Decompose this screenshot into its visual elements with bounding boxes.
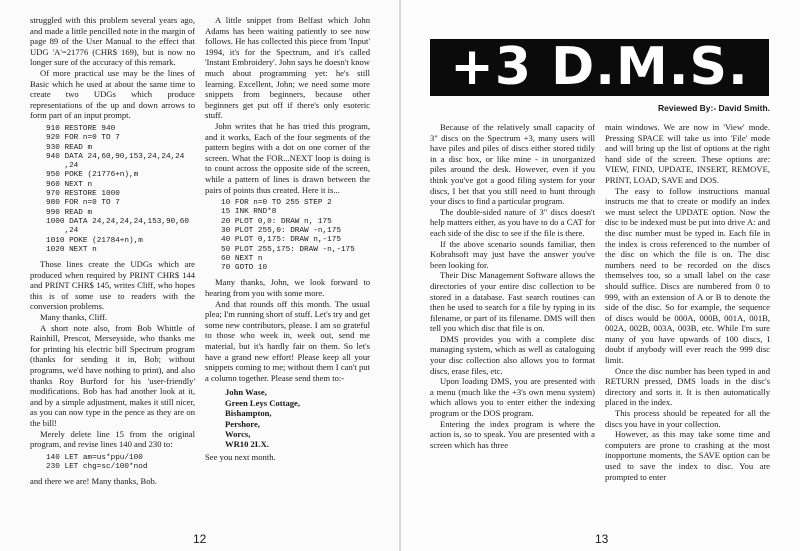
address-line: Pershore, (225, 418, 260, 429)
reviewer-credit: Reviewed By:- David Smith. (658, 103, 770, 113)
right-column-2 (605, 122, 770, 542)
paragraph: If the above scenario sounds familiar, then Kobrahsoft may just have the answer you've been looking for. (430, 238, 595, 270)
paragraph: Entering the index program is where the action is, so to speak. You are presented with a screen which has three (430, 418, 595, 450)
code-listing: 910 RESTORE 940 920 FOR n=0 TO 7 930 READ m 940 DATA 24,60,90,153,24,24,24 ,24 950 POKE (21776+n),m 960 NEXT n 970 RESTORE 1000 980 FOR n=0 TO 7 990 READ m 1000 DATA 24,24,24,24,153,90,60 ,24 1010 POKE (21784+n),m 1020 NEXT n (46, 124, 190, 254)
paragraph: However, as this may take some time and computers are prone to crashing at the most inopportune moments, the SAVE option can be used to save the index to disc. You are prompted to enter (605, 429, 770, 482)
page-number-right: 13 (595, 532, 609, 547)
left-column-1 (30, 15, 195, 511)
paragraph: This process should be repeated for all the discs you have in your collection. (605, 408, 770, 429)
paragraph: DMS provides you with a complete disc managing system, which as well as cataloguing your disc collection also allows you to format discs, erase files, etc. (430, 333, 595, 376)
paragraph: Those lines create the UDGs which are produced when required by PRINT CHR$ 144 and PRINT CHR$ 145, writes Cliff, who hopes this is of some use to readers with the conversion problems. (30, 259, 195, 312)
right-column-1 (430, 122, 595, 517)
contact-address (225, 387, 370, 449)
paragraph: Merely delete line 15 from the original program, and revise lines 140 and 230 to: (30, 428, 195, 450)
page-fold (399, 0, 401, 551)
paragraph: The easy to follow instructions manual instructs me that to create or modify an index we must select the UPDATE option. Now the disc to be indexed must be put into drive A: and the disc number must be typed in. Each file in the index is cross referenced to the number of the disc on which the file is on. The disc numbers need to be recorded on the discs themselves too, so a small label on the case should suffice. Discs are numbered from 0 to 999, with an extension of A or B to denote the side of the disc. So for example, the sequence of discs would be 000A, 000B, 001A, 001B, 002A, 002B, 003A, 003B, etc. While I'm sure many of you have upwards of 100 discs, I doubt if anybody will ever reach the 999 disc limit. (605, 185, 770, 366)
code-listing: 140 LET am=us*ppu/100 230 LET chg=sc/100*nod (46, 453, 148, 472)
page-number-left: 12 (193, 532, 207, 547)
paragraph: and there we are! Many thanks, Bob. (30, 476, 157, 487)
address-line: John Wase, (225, 387, 267, 398)
address-line: Bishampton, (225, 408, 272, 419)
paragraph: Because of the relatively small capacity of 3" discs on the Spectrum +3, many users will have piles and piles of discs either stored tidily in a disc box, or like mine - in unorganized piles around the desk. However, even if you think you've got a good filing system for your discs, I bet that you still need to hunt through your discs to find a particular program. (430, 122, 595, 207)
address-line: WR10 2LX. (225, 439, 269, 450)
paragraph: Upon loading DMS, you are presented with a menu (much like the +3's own menu system) which allows you to enter either the indexing program or the DOS program. (430, 376, 595, 419)
paragraph: And that rounds off this month. The usual plea; I'm running short of stuff. Let's try and get some new contributors, please. I am so grateful to those who week in, week out, send me material, but it's hardly fair on them. So let's have a grand new effort! Please keep all your snippets coming to me; without them I can't put a column together. Please send them to:- (205, 298, 370, 383)
paragraph: Their Disc Management Software allows the directories of your entire disc collection to be stored in a database. Fast search routines can then be used to search for a file by typing in its filename, or part of its filename. DMS will then tell you which disc that file is on. (430, 270, 595, 334)
paragraph: main windows. We are now in 'View' mode. Pressing SPACE will take us into 'File' mode and will bring up the list of options at the right hand side of the screen. These options are: VIEW, FIND, UPDATE, INSERT, REMOVE, PRINT, LOAD, SAVE and DOS. (605, 122, 770, 185)
paragraph: A short note also, from Bob Whittle of Rainhill, Prescot, Merseyside, who thanks me for printing his electric bill Spectrum program (thanks for sending it in, Bob; without programs, we'd have nothing to print), and also thanks Roy Burford for his 'user-friendly' modifications. Bob has had another look at it, and by a simple adjustment, makes it still nicer, as you can now type in the pence as they are on the bill! (30, 322, 195, 428)
left-column-2 (205, 15, 370, 511)
paragraph: Once the disc number has been typed in and RETURN pressed, DMS loads in the disc's directory and sorts it. It is then automatically placed in the index. (605, 365, 770, 408)
paragraph: Of more practical use may be the lines of Basic which he used at about the same time to create two UDGs which produce representations of the up and down arrows to form part of an input prompt. (30, 67, 195, 121)
paragraph: John writes that he has tried this program, and it works, Each of the four segments of the pattern begins with a dot on one corner of the screen. What the FOR...NEXT loop is doing is to count across the opposite side of the screen, while a pattern of lines is drawn between the pairs of points thus created. Here it is... (205, 120, 370, 195)
signoff: See you next month. (205, 451, 276, 462)
paragraph: Many thanks, John, we look forward to hearing from you with some more. (205, 277, 370, 299)
paragraph: struggled with this problem several years ago, and made a little pencilled note in the margin of page 89 of the User Manual to the effect that UDG 'A'=21776 (CHR$ 169), but is now no longer sure of the accuracy of this remark. (30, 15, 195, 68)
address-line: Green Leys Cottage, (225, 397, 301, 408)
paragraph: The double-sided nature of 3" discs doesn't help matters either, as you have to do a CAT for each side of the disc to see if the file is there. (430, 206, 595, 238)
paragraph: A little snippet from Belfast which John Adams has been waiting patiently to see now follows. He has collected this piece from 'Input' 1994, it's for the Spectrum, and it's called 'Instant Embroidery'. John says he doesn't know much about programming yet: he's still learning. Excellent, John; we need some more snippets from beginners, because other beginners get put off if there's only esoteric stuff. (205, 15, 370, 121)
paragraph: Many thanks, Cliff. (40, 312, 108, 323)
article-title-banner: +3 D.M.S. (430, 39, 769, 96)
address-line: Worcs, (225, 429, 251, 440)
code-listing: 10 FOR n=0 TO 255 STEP 2 15 INK RND*8 20 PLOT 0,0: DRAW n, 175 30 PLOT 255,0: DRAW -n,175 40 PLOT 0,175: DRAW n,-175 50 PLOT 255,175: DRAW -n,-175 60 NEXT n 70 GOTO 10 (221, 199, 355, 273)
